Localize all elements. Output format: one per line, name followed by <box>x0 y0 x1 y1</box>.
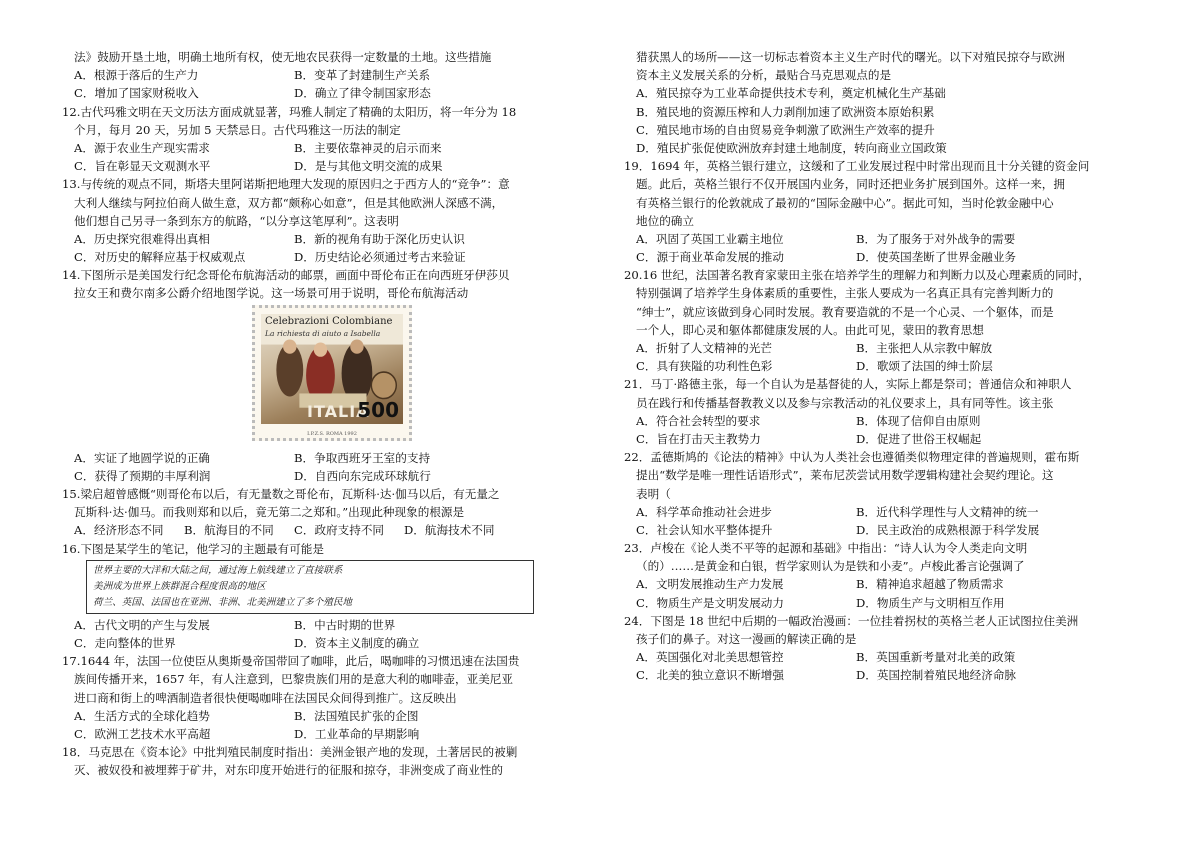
left-column <box>62 48 602 779</box>
option-row <box>624 230 1164 248</box>
option-row <box>62 634 602 652</box>
question-21: 21．马丁·路德主张，每一个自认为是基督徒的人，实际上都是祭司；普通信众和神职人 <box>624 377 1072 392</box>
option-row <box>62 449 602 467</box>
question-text: 族间传播开来，1657 年，有人注意到，巴黎贵族们用的是意大利的咖啡壶，亚美尼亚 <box>74 672 513 687</box>
option-a[interactable]: A．科学革命推动社会进步 <box>636 504 772 519</box>
question-20: 20.16 世纪，法国著名教育家蒙田主张在培养学生的理解力和判断力以及心理素质的同时， <box>624 268 1090 283</box>
option-row <box>62 521 602 539</box>
option-a[interactable]: A．古代文明的产生与发展 <box>74 617 210 632</box>
stamp-country: ITALIA <box>307 401 370 421</box>
option-c[interactable]: C．旨在打击天主教势力 <box>636 431 761 446</box>
question-text: 孩子们的鼻子。对这一漫画的解读正确的是 <box>636 632 857 646</box>
option-b[interactable]: B．体现了信仰自由原则 <box>856 413 981 428</box>
option-d[interactable]: D．使英国垄断了世界金融业务 <box>856 250 1017 265</box>
option-b[interactable]: B．法国殖民扩张的企图 <box>294 708 419 723</box>
option-a[interactable]: A．源于农业生产现实需求 <box>74 140 210 155</box>
option-c[interactable]: C．具有狭隘的功利性色彩 <box>636 359 773 374</box>
option-row <box>62 616 602 634</box>
option-row <box>624 430 1164 448</box>
option-a[interactable]: A．根源于落后的生产力 <box>74 68 199 83</box>
question-18: 18．马克思在《资本论》中批判殖民制度时指出：美洲金银产地的发现，土著居民的被剿 <box>62 745 518 760</box>
option-d[interactable]: D．民主政治的成熟根源于科学发展 <box>856 522 1040 537</box>
columbus-stamp-image <box>252 305 412 441</box>
question-text: 题。此后，英格兰银行不仅开展国内业务，同时还把业务扩展到国外。这样一来，拥 <box>636 177 1065 192</box>
question-text: （的）……是黄金和白银，哲学家则认为是铁和小麦”。卢梭此番言论强调了 <box>636 559 1025 574</box>
option-c[interactable]: C．走向整体的世界 <box>74 635 176 650</box>
option-a[interactable]: A．巩固了英国工业霸主地位 <box>636 231 784 246</box>
option-row <box>624 339 1164 357</box>
option-d[interactable]: D．促进了世俗王权崛起 <box>856 431 982 446</box>
option-d[interactable]: D．资本主义制度的确立 <box>294 635 420 650</box>
stamp-title: Celebrazioni Colombiane <box>265 315 393 327</box>
option-b[interactable]: B．主张把人从宗教中解放 <box>856 341 993 355</box>
question-24: 24．下图是 18 世纪中后期的一幅政治漫画：一位挂着拐杖的英格兰老人正试图拉住美洲 <box>624 613 1079 628</box>
question-text: 一个人，即心灵和躯体都健康发展的人。由此可见，蒙田的教育思想 <box>636 322 984 337</box>
question-19: 19．1694 年，英格兰银行建立，这缓和了工业发展过程中时常出现而且十分关键的资金问 <box>624 159 1090 174</box>
question-text: 拉女王和费尔南多公爵介绍地图学说。这一场景可用于说明，哥伦布航海活动 <box>74 286 469 301</box>
option-a[interactable]: A．历史探究很难得出真相 <box>74 231 210 246</box>
option-row <box>624 521 1164 539</box>
option-b[interactable]: B．争取西班牙王室的支持 <box>294 450 431 465</box>
question-17: 17.1644 年，法国一位使臣从奥斯曼帝国带回了咖啡，此后，喝咖啡的习惯迅速在法国贵 <box>62 654 520 669</box>
option-c[interactable]: C．殖民地市场的自由贸易竞争刺激了欧洲生产效率的提升 <box>636 122 935 137</box>
option-row <box>624 648 1164 666</box>
question-text: 个月，每月 20 天，另加 5 天禁忌日。古代玛雅这一历法的制定 <box>74 122 401 137</box>
option-c[interactable]: C．北美的独立意识不断增强 <box>636 668 784 683</box>
option-c[interactable]: C．物质生产是文明发展动力 <box>636 595 784 610</box>
option-a[interactable]: A．实证了地圆学说的正确 <box>74 450 210 465</box>
question-text: 法》鼓励开垦土地，明确土地所有权，使无地农民获得一定数量的土地。这些措施 <box>74 50 492 64</box>
note-line: 美洲成为世界上族群混合程度很高的地区 <box>93 580 266 592</box>
question-16: 16.下图是某学生的笔记，他学习的主题最有可能是 <box>62 541 324 556</box>
question-14: 14.下图所示是美国发行纪念哥伦布航海活动的邮票，画面中哥伦布正在向西班牙伊莎贝 <box>62 268 510 283</box>
option-a[interactable]: A．经济形态不同 <box>74 523 164 538</box>
option-a[interactable]: A．文明发展推动生产力发展 <box>636 577 784 592</box>
question-text: 猎获黑人的场所——这一切标志着资本主义生产时代的曙光。以下对殖民掠夺与欧洲 <box>636 50 1065 64</box>
question-text: 他们想自己另寻一条到东方的航路，“以分享这笔厚利”。这表明 <box>74 213 399 228</box>
option-b[interactable]: B．航海目的不同 <box>184 523 274 538</box>
question-text: “绅士”，就应该做到身心同时发展。教育要造就的不是一个心灵、一个躯体，而是 <box>636 304 1054 319</box>
option-c[interactable]: C．对历史的解释应基于权威观点 <box>74 250 246 265</box>
question-text: 员在践行和传播基督教教义以及参与宗教活动的礼仪要求上，具有同等性。该主张 <box>636 395 1054 410</box>
stamp-footer: I.P.Z.S. ROMA 1992 <box>307 430 357 437</box>
option-row <box>62 84 602 102</box>
option-a[interactable]: A．折射了人文精神的光芒 <box>636 341 772 355</box>
option-row <box>62 66 602 84</box>
option-d[interactable]: D．歌颂了法国的绅士阶层 <box>856 359 993 374</box>
option-c[interactable]: C．旨在彰显天文观测水平 <box>74 159 211 174</box>
option-b[interactable]: B．为了服务于对外战争的需要 <box>856 231 1016 246</box>
option-row <box>624 412 1164 430</box>
question-13: 13.与传统的观点不同，斯塔夫里阿诺斯把地理大发现的原因归之于西方人的“竞争”：意 <box>62 177 510 192</box>
option-b[interactable]: B．近代科学理性与人文精神的统一 <box>856 504 1039 519</box>
option-d[interactable]: D．英国控制着殖民地经济命脉 <box>856 668 1017 683</box>
option-b[interactable]: B．中古时期的世界 <box>294 617 396 632</box>
option-b[interactable]: B．主要依靠神灵的启示而来 <box>294 140 442 155</box>
right-column <box>624 48 1164 685</box>
option-row <box>62 139 602 157</box>
option-d[interactable]: D．确立了律令制国家形态 <box>294 86 431 101</box>
question-23: 23．卢梭在《论人类不平等的起源和基础》中指出：“诗人认为令人类走向文明 <box>624 541 1028 556</box>
option-c[interactable]: C．社会认知水平整体提升 <box>636 522 773 537</box>
option-row <box>62 230 602 248</box>
question-15: 15.梁启超曾感慨“则哥伦布以后，有无量数之哥伦布，瓦斯科·达·伽马以后，有无量之 <box>62 487 500 501</box>
student-notes-box <box>86 560 534 614</box>
option-row <box>624 575 1164 593</box>
option-d[interactable]: D．航海技术不同 <box>404 523 495 538</box>
option-row <box>62 707 602 725</box>
option-b[interactable]: B．变革了封建制生产关系 <box>294 68 431 83</box>
question-text: 有英格兰银行的伦敦就成了最初的“国际金融中心”。据此可知，当时伦敦金融中心 <box>636 195 1054 210</box>
question-text: 进口商和街上的啤酒制造者很快便喝咖啡在法国民众间得到推广。这反映出 <box>74 690 457 705</box>
option-d[interactable]: D．历史结论必须通过考古来验证 <box>294 250 466 265</box>
option-row <box>62 248 602 266</box>
question-text: 瓦斯科·达·伽马。而我则郑和以后，竟无第二之郑和。”出现此种现象的根源是 <box>74 505 465 520</box>
option-c[interactable]: C．增加了国家财税收入 <box>74 86 199 101</box>
question-text: 表明（ <box>636 486 671 501</box>
option-c[interactable]: C．欧洲工艺技术水平高超 <box>74 726 211 741</box>
question-text: 资本主义发展关系的分析，最贴合马克思观点的是 <box>636 68 892 83</box>
option-row <box>62 157 602 175</box>
option-row <box>624 248 1164 266</box>
option-a[interactable]: A．殖民掠夺为工业革命提供技术专利，奠定机械化生产基础 <box>636 86 946 101</box>
option-b[interactable]: B．精神追求超越了物质需求 <box>856 577 1004 592</box>
option-row <box>62 467 602 485</box>
question-22: 22．孟德斯鸠的《论法的精神》中认为人类社会也遵循类似物理定律的普遍规则，霍布斯 <box>624 450 1080 465</box>
question-text: 地位的确立 <box>636 213 694 228</box>
option-d[interactable]: D．物质生产与文明相互作用 <box>856 595 1005 610</box>
option-d[interactable]: D．工业革命的早期影响 <box>294 726 420 741</box>
option-row <box>624 357 1164 375</box>
option-c[interactable]: C．政府支持不同 <box>294 523 385 538</box>
stamp-subtitle: La richiesta di aiuto a Isabella <box>265 328 381 338</box>
option-row <box>624 594 1164 612</box>
question-text: 灭、被奴役和被埋葬于矿井，对东印度开始进行的征服和掠夺，非洲变成了商业性的 <box>74 763 503 778</box>
option-row <box>624 666 1164 684</box>
stamp-painting <box>261 314 403 424</box>
option-a[interactable]: A．生活方式的全球化趋势 <box>74 708 210 723</box>
option-a[interactable]: A．符合社会转型的要求 <box>636 413 761 428</box>
option-a[interactable]: A．英国强化对北美思想管控 <box>636 650 784 665</box>
option-row <box>62 725 602 743</box>
option-c[interactable]: C．源于商业革命发展的推动 <box>636 250 784 265</box>
option-b[interactable]: B．英国重新考量对北美的政策 <box>856 650 1016 665</box>
option-c[interactable]: C．获得了预期的丰厚利润 <box>74 468 211 483</box>
stamp-price: 500 <box>357 397 399 422</box>
stamp-figure <box>62 305 602 445</box>
option-b[interactable]: B．殖民地的资源压榨和人力剥削加速了欧洲资本原始积累 <box>636 104 935 119</box>
option-b[interactable]: B．新的视角有助于深化历史认识 <box>294 231 465 246</box>
question-text: 大利人继续与阿拉伯商人做生意，双方都“颇称心如意”，但是其他欧洲人深感不满， <box>74 195 504 210</box>
question-12: 12.古代玛雅文明在天文历法方面成就显著，玛雅人制定了精确的太阳历，将一年分为 18 <box>62 104 517 119</box>
option-d[interactable]: D．自西向东完成环球航行 <box>294 468 431 483</box>
option-row <box>624 503 1164 521</box>
option-d[interactable]: D．殖民扩张促使欧洲放弃封建土地制度，转向商业立国政策 <box>636 140 947 155</box>
question-text: 提出“数学是唯一理性话语形式”，莱布尼茨尝试用数学逻辑构建社会契约理论。这 <box>636 468 1054 483</box>
note-line: 荷兰、英国、法国也在亚洲、非洲、北美洲建立了多个殖民地 <box>93 596 353 608</box>
note-line: 世界主要的大洋和大陆之间，通过海上航线建立了直接联系 <box>93 564 343 576</box>
option-d[interactable]: D．是与其他文明交流的成果 <box>294 159 443 174</box>
question-text: 特别强调了培养学生身体素质的重要性，主张人要成为一名真正具有完善判断力的 <box>636 286 1054 301</box>
